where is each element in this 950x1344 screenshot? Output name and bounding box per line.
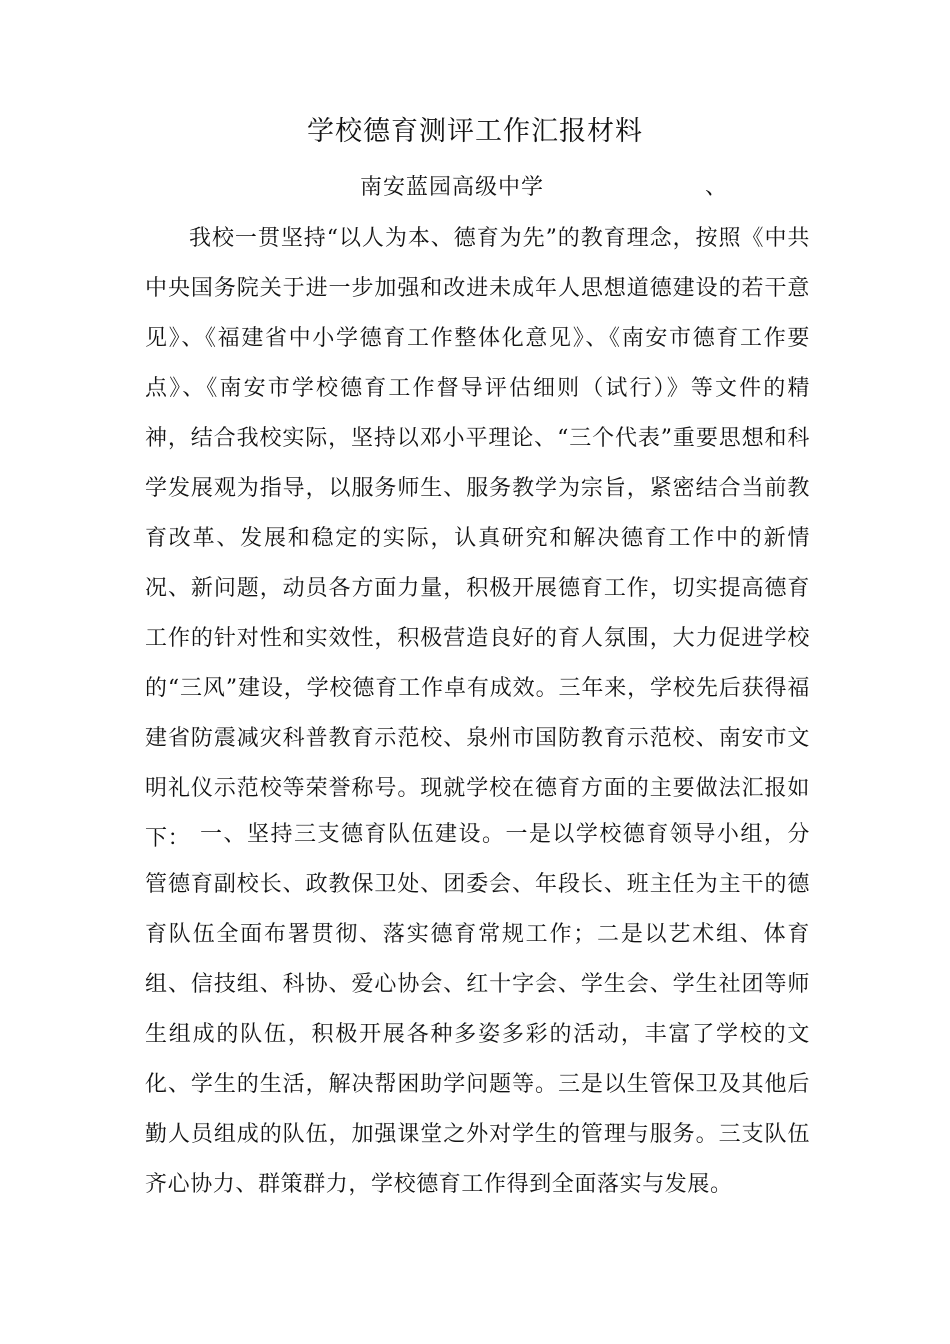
section-block <box>145 810 810 1210</box>
school-line <box>0 168 950 208</box>
paragraph-intro: 我校一贯坚持“以人为本、德育为先”的教育理念，按照《中共中央国务院关于进一步加强和改进未成年人思想道德建设的若干意见》、《福建省中小学德育工作整体化意见》、《南安市德育工作要点》、《南安市学校德育工作督导评估细则（试行）》等文件的精神，结合我校实际，坚持以邓小平理论、“三个代表”重要思想和科学发展观为指导，以服务师生、服务教学为宗旨，紧密结合当前教育改革、发展和稳定的实际，认真研究和解决德育工作中的新情况、新问题，动员各方面力量，积极开展德育工作，切实提高德育工作的针对性和实效性，积极营造良好的育人氛围，大力促进学校的“三风”建设，学校德育工作卓有成效。三年来，学校先后获得福建省防震减灾科普教育示范校、泉州市国防教育示范校、南安市文明礼仪示范校等荣誉称号。现就学校在德育方面的主要做法汇报如下： <box>145 226 810 851</box>
school-name: 南安蓝园高级中学 <box>360 175 545 200</box>
document-title: 学校德育测评工作汇报材料 <box>307 116 643 147</box>
school-mark: 、 <box>705 175 728 200</box>
intro-block <box>145 214 810 864</box>
paragraph-section-1: 一、坚持三支德育队伍建设。一是以学校德育领导小组，分管德育副校长、政教保卫处、团委会、年段长、班主任为主干的德育队伍全面布署贯彻、落实德育常规工作；二是以艺术组、体育组、信技组、科协、爱心协会、红十字会、学生会、学生社团等师生组成的队伍，积极开展各种多姿多彩的活动，丰富了学校的文化、学生的生活，解决帮困助学问题等。三是以生管保卫及其他后勤人员组成的队伍，加强课堂之外对学生的管理与服务。三支队伍齐心协力、群策群力，学校德育工作得到全面落实与发展。 <box>145 822 810 1197</box>
